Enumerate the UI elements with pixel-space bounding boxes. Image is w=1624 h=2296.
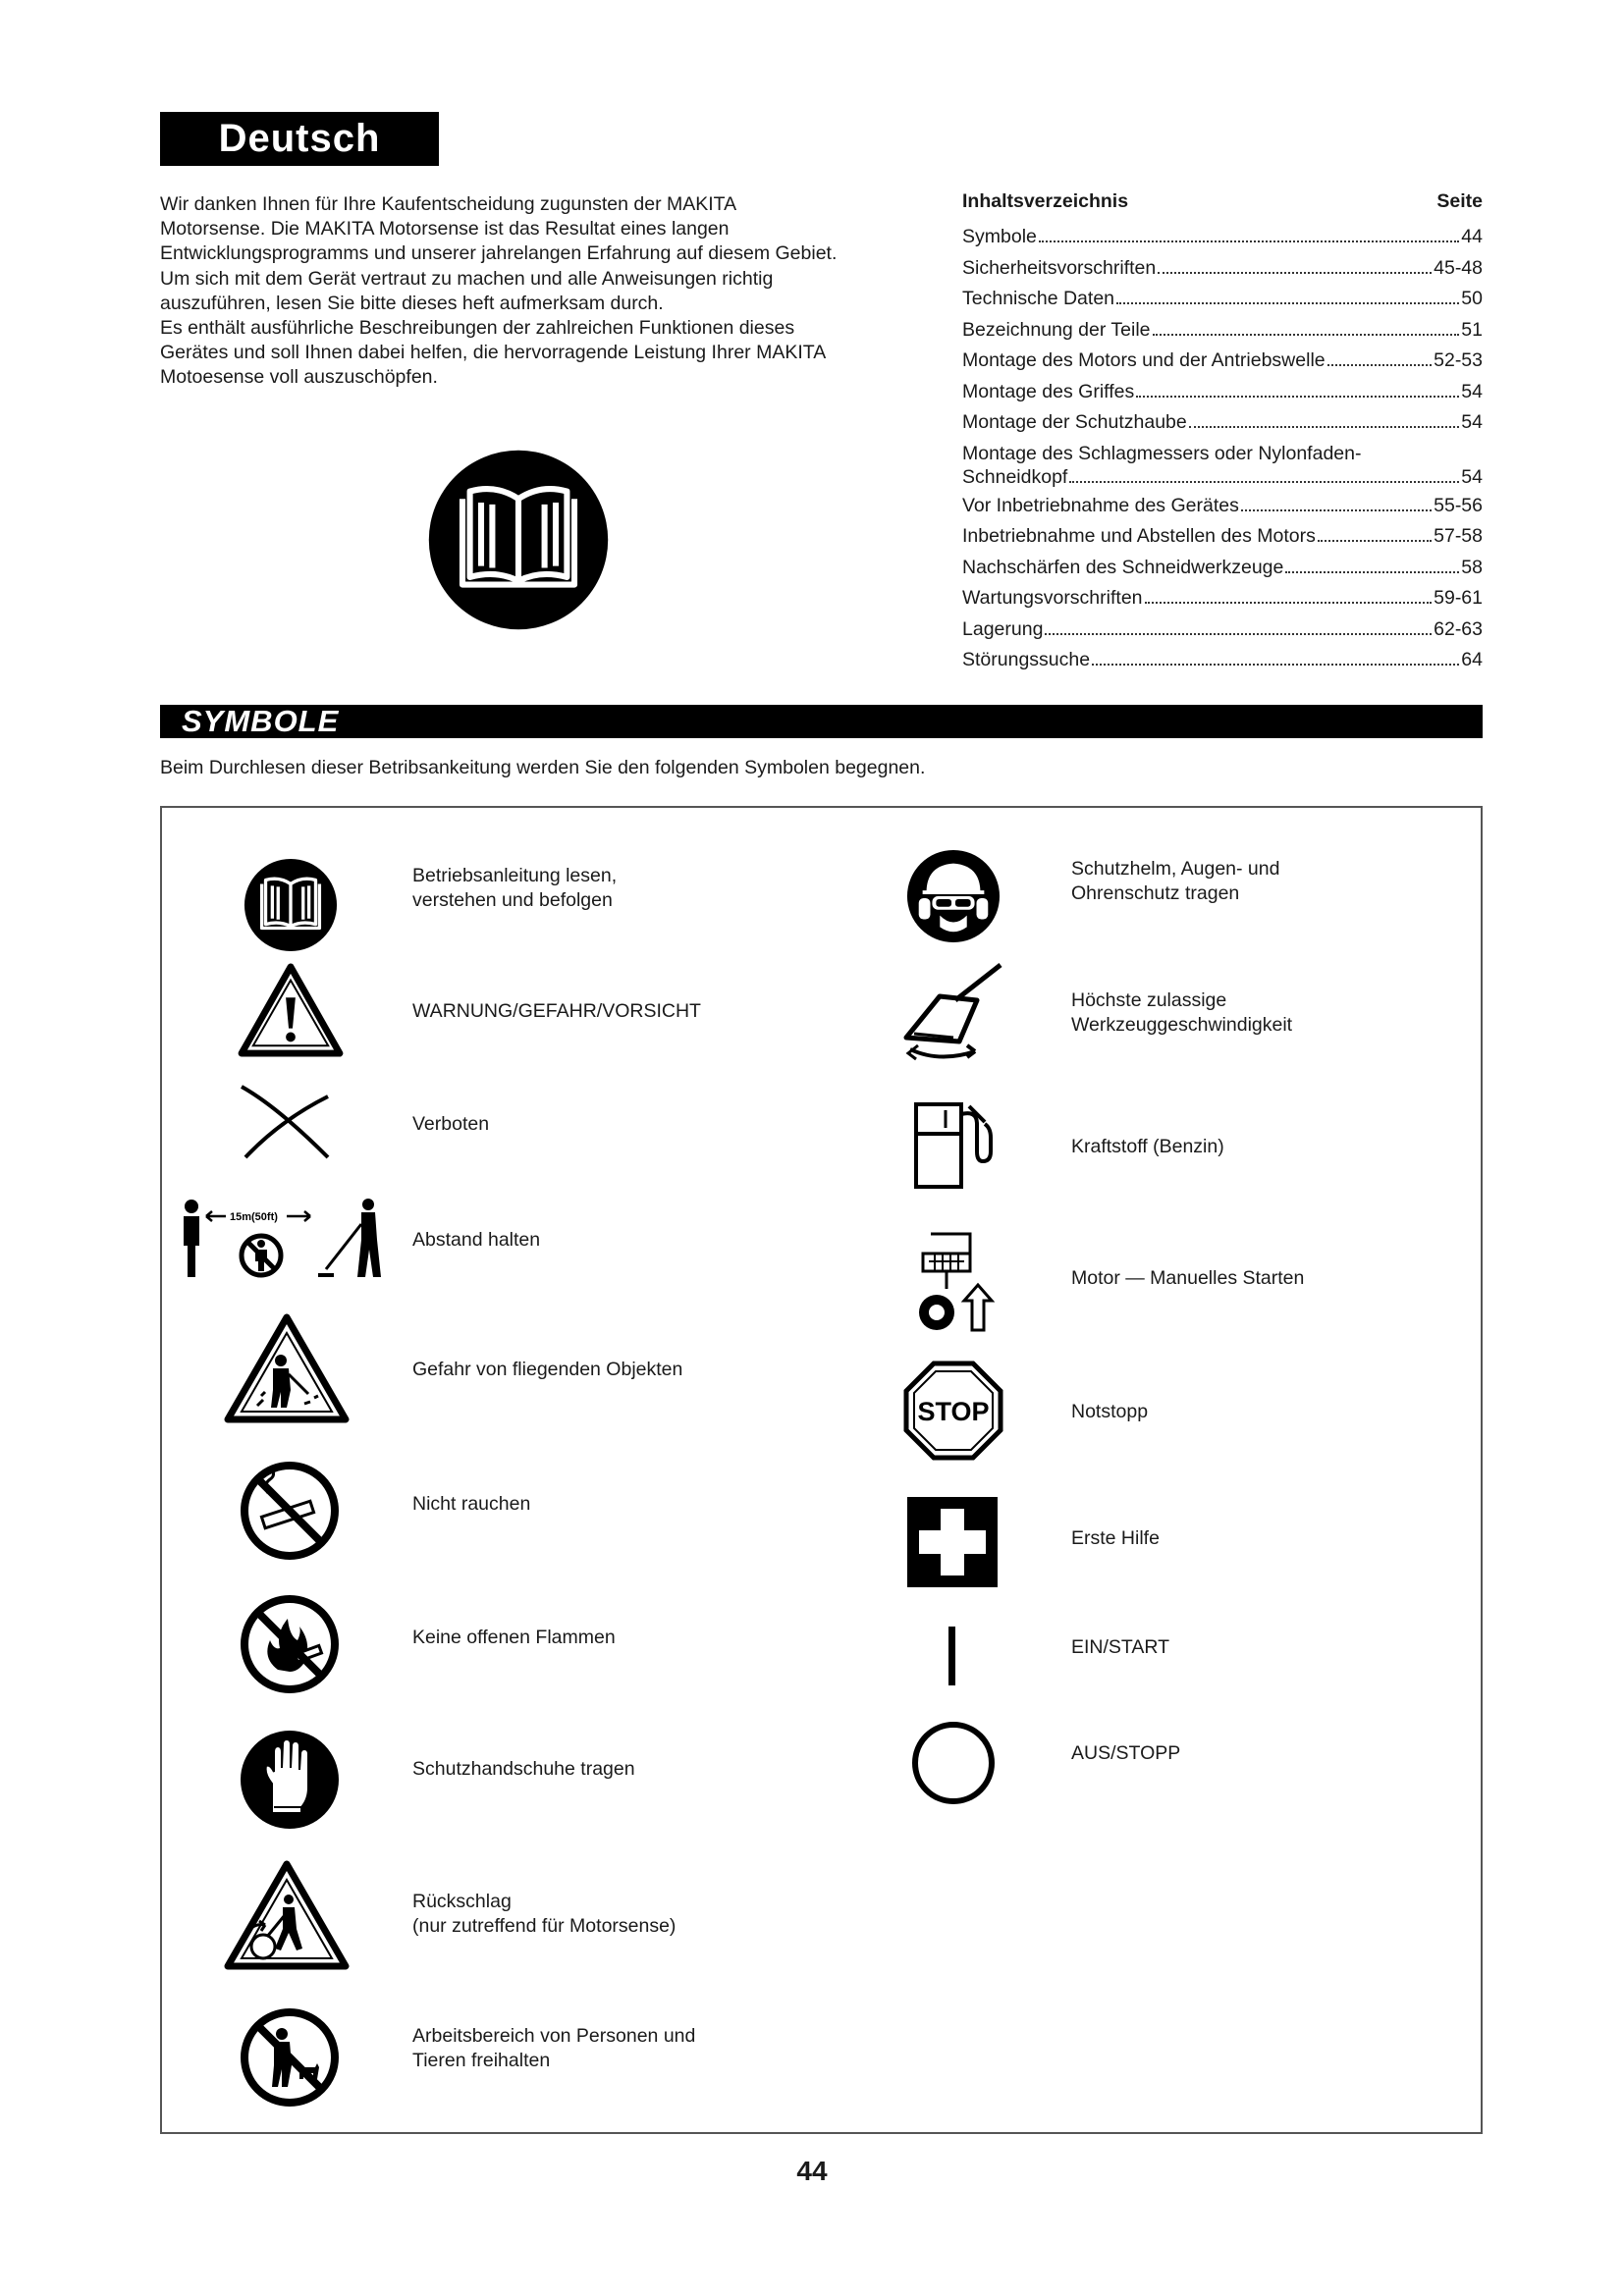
- intro-line: auszuführen, lesen Sie bitte dieses heft aufmerksam durch.: [160, 292, 664, 314]
- toc-entry[interactable]: [962, 618, 1483, 650]
- intro-line: Gerätes und soll Ihnen dabei helfen, die hervorragende Leistung Ihrer MAKITA: [160, 342, 827, 364]
- symbol-label: Motor — Manuelles Starten: [1071, 1267, 1305, 1289]
- toc-entry-page: 52-53: [1434, 349, 1483, 371]
- helmet-goggles-earmuffs-icon: [905, 848, 1001, 944]
- toc-entry-title: Lagerung: [962, 617, 1044, 640]
- keep-distance-icon: [179, 1195, 390, 1283]
- toc-entry-title-cont: Schneidkopf: [962, 465, 1068, 488]
- svg-text:STOP: STOP: [917, 1397, 990, 1426]
- symbol-label: Abstand halten: [412, 1229, 541, 1251]
- toc-header: [962, 190, 1483, 226]
- toc-entry-page: 59-61: [1434, 587, 1483, 609]
- symbols-section-title: SYMBOLE: [182, 704, 340, 738]
- symbol-label: Rückschlag (nur zutreffend für Motorsense): [412, 1891, 677, 1937]
- no-open-flames-icon: [239, 1593, 341, 1695]
- language-banner: Deutsch: [160, 112, 439, 166]
- toc-entry-title: Montage des Schlagmessers oder Nylonfaden-: [962, 442, 1362, 464]
- toc-entry-page: 57-58: [1434, 525, 1483, 547]
- toc-entry-title: Vor Inbetriebnahme des Gerätes: [962, 494, 1239, 516]
- manual-start-icon: [913, 1228, 1003, 1336]
- toc-entry-title: Wartungsvorschriften: [962, 587, 1143, 609]
- intro-line: Um sich mit dem Gerät vertraut zu machen und alle Anweisungen richtig: [160, 267, 774, 290]
- intro-line: Entwicklungsprogramms und unserer jahrelangen Erfahrung auf diesem Gebiet.: [160, 242, 838, 265]
- toc-entry-page: 54: [1461, 411, 1483, 433]
- toc-entry-title: Bezeichnung der Teile: [962, 318, 1151, 341]
- toc-entry-page: 62-63: [1434, 617, 1483, 640]
- first-aid-icon: [905, 1495, 1000, 1589]
- toc-entry-title: Montage der Schutzhaube: [962, 411, 1187, 433]
- no-smoking-icon: [239, 1460, 341, 1562]
- symbol-label: Erste Hilfe: [1071, 1527, 1160, 1549]
- toc-entry-title: Inbetriebnahme und Abstellen des Motors: [962, 525, 1316, 547]
- symbol-label: Notstopp: [1071, 1401, 1149, 1422]
- symbols-section-bar: [160, 705, 1483, 738]
- intro-paragraph: [160, 192, 906, 391]
- svg-text:15m(50ft): 15m(50ft): [230, 1211, 278, 1223]
- toc-entry[interactable]: [962, 557, 1483, 588]
- intro-line: Es enthält ausführliche Beschreibungen der zahlreichen Funktionen dieses: [160, 317, 795, 340]
- on-switch-icon: [945, 1625, 960, 1687]
- toc-entry[interactable]: [962, 349, 1483, 381]
- toc-entry-page: 58: [1461, 556, 1483, 578]
- symbol-label: Arbeitsbereich von Personen und Tieren freihalten: [412, 2025, 696, 2071]
- intro-line: Motoesense voll auszuschöpfen.: [160, 366, 438, 389]
- symbol-label: EIN/START: [1071, 1636, 1170, 1658]
- toc-entry-page: 54: [1461, 465, 1483, 488]
- toc-entry-title: Sicherheitsvorschriften: [962, 256, 1157, 279]
- symbol-label: Betriebsanleitung lesen, verstehen und befolgen: [412, 865, 618, 911]
- keep-area-clear-icon: [239, 2006, 341, 2109]
- max-tool-speed-icon: [900, 961, 1008, 1069]
- read-manual-icon: [243, 857, 339, 953]
- toc-entry[interactable]: [962, 411, 1483, 443]
- prohibited-cross-icon: [238, 1083, 334, 1161]
- symbol-label: WARNUNG/GEFAHR/VORSICHT: [412, 1000, 701, 1022]
- toc-entry-page: 54: [1461, 380, 1483, 402]
- toc-entry-title: Technische Daten: [962, 288, 1115, 309]
- off-switch-icon: [909, 1719, 998, 1807]
- toc-entry-page: 44: [1461, 226, 1483, 247]
- toc-entry[interactable]: [962, 443, 1483, 489]
- symbol-label: Verboten: [412, 1113, 490, 1135]
- warning-triangle-icon: [238, 963, 344, 1057]
- toc-entry-title: Störungssuche: [962, 649, 1091, 670]
- intro-line: Wir danken Ihnen für Ihre Kaufentscheidung zugunsten der MAKITA: [160, 193, 737, 215]
- read-manual-large-icon: [425, 447, 612, 633]
- toc-entry-page: 45-48: [1434, 256, 1483, 279]
- toc-entry[interactable]: [962, 288, 1483, 319]
- toc-entry-title: Montage des Motors und der Antriebswelle: [962, 349, 1326, 371]
- symbol-label: Nicht rauchen: [412, 1493, 531, 1515]
- toc-entry-title: Montage des Griffes: [962, 380, 1135, 402]
- toc-entry[interactable]: [962, 257, 1483, 289]
- symbol-label: Höchste zulassige Werkzeuggeschwindigkeit: [1071, 989, 1293, 1036]
- toc-entry[interactable]: [962, 495, 1483, 526]
- kickback-icon: [224, 1860, 350, 1970]
- symbol-label: Kraftstoff (Benzin): [1071, 1136, 1224, 1157]
- toc-entry-title: Symbole: [962, 226, 1037, 247]
- flying-objects-icon: [224, 1313, 350, 1423]
- stop-sign-icon: [902, 1360, 1004, 1462]
- toc-entry-page: 50: [1461, 288, 1483, 309]
- fuel-pump-icon: [910, 1098, 1004, 1193]
- toc-entry[interactable]: [962, 381, 1483, 412]
- symbol-label: Gefahr von fliegenden Objekten: [412, 1359, 683, 1380]
- page-number: 44: [796, 2156, 828, 2186]
- toc-entry-title: Nachschärfen des Schneidwerkzeuge: [962, 556, 1284, 578]
- symbol-label: AUS/STOPP: [1071, 1742, 1181, 1764]
- toc-title: Inhaltsverzeichnis: [962, 190, 1129, 212]
- symbols-intro-text: Beim Durchlesen dieser Betribsankeitung werden Sie den folgenden Symbolen begegnen.: [160, 757, 926, 778]
- toc-entry[interactable]: [962, 525, 1483, 557]
- toc-entry[interactable]: [962, 587, 1483, 618]
- intro-line: Motorsense. Die MAKITA Motorsense ist das Resultat eines langen: [160, 218, 730, 240]
- symbol-label: Keine offenen Flammen: [412, 1627, 616, 1648]
- toc-entry[interactable]: [962, 226, 1483, 257]
- wear-gloves-icon: [239, 1729, 341, 1831]
- toc-entry-page: 51: [1461, 318, 1483, 341]
- symbol-label: Schutzhelm, Augen- und Ohrenschutz tragen: [1071, 858, 1280, 904]
- toc-entry[interactable]: [962, 649, 1483, 680]
- toc-entry-page: 64: [1461, 649, 1483, 670]
- symbol-label: Schutzhandschuhe tragen: [412, 1758, 635, 1780]
- toc-page-header: Seite: [1436, 190, 1483, 212]
- toc-entry-page: 55-56: [1434, 494, 1483, 516]
- toc-entry[interactable]: [962, 319, 1483, 350]
- symbols-box: [160, 806, 1483, 2134]
- table-of-contents: [962, 190, 1483, 680]
